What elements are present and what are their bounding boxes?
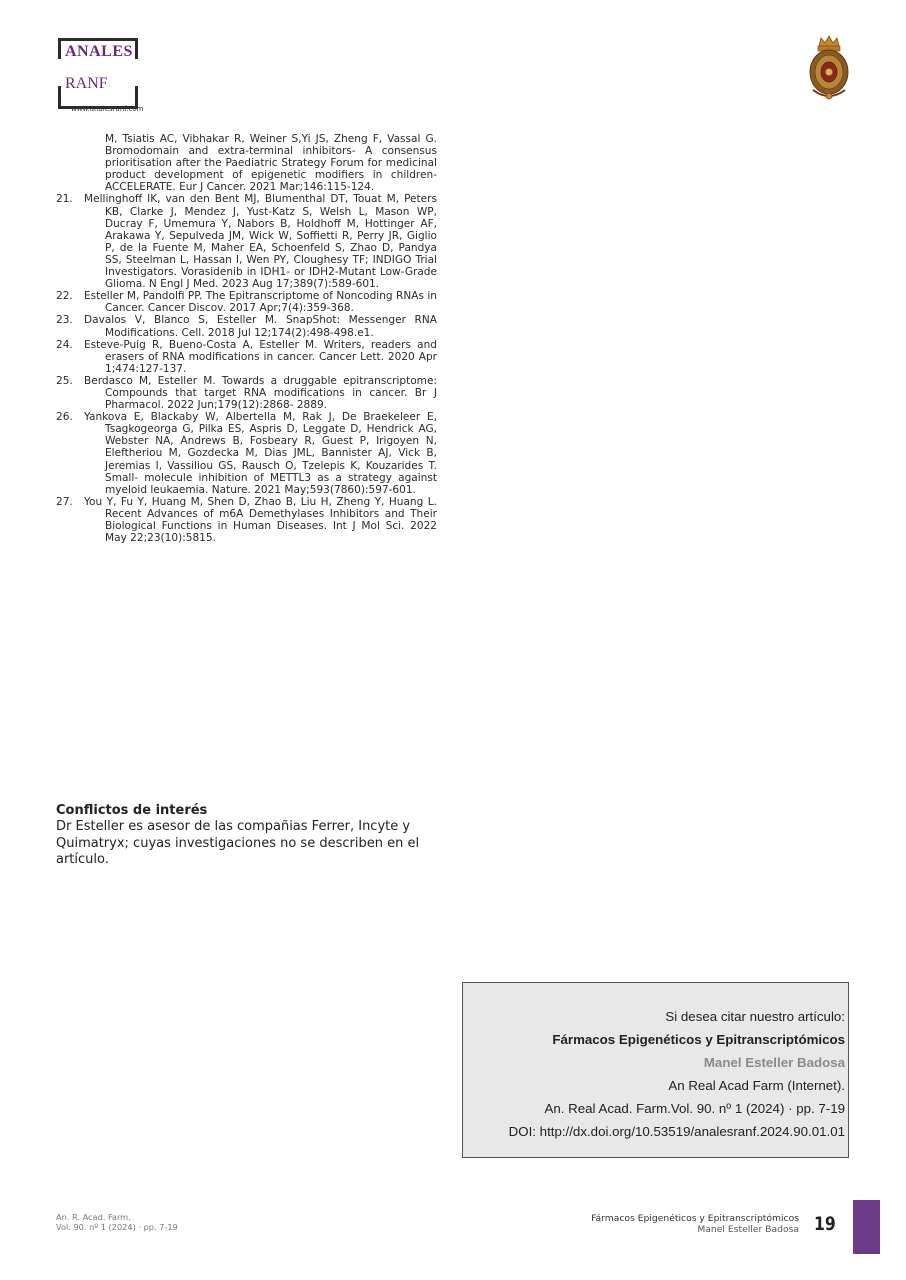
reference-item xyxy=(56,314,437,338)
reference-item xyxy=(56,411,437,496)
academy-crest-icon xyxy=(805,32,853,104)
reference-number: 26. xyxy=(56,411,73,424)
reference-number: 22. xyxy=(56,290,73,303)
conflicts-text: Dr Esteller es asesor de las compañias Ferrer, Incyte y Quimatryx; cuyas investigaciones no se describen en el artículo. xyxy=(56,819,420,868)
page-number: 19 xyxy=(814,1213,836,1235)
logo-url: www.analesranf.com xyxy=(71,105,144,113)
references-list xyxy=(56,133,437,544)
footer-author: Manel Esteller Badosa xyxy=(697,1224,799,1235)
conflicts-heading: Conflictos de interés xyxy=(56,803,208,818)
citation-box xyxy=(462,982,849,1158)
reference-text: Davalos V, Blanco S, Esteller M. SnapShot: Messenger RNA Modifications. Cell. 2018 Jul 12;174(2):498-498.e1. xyxy=(84,314,437,339)
reference-number: 25. xyxy=(56,374,73,387)
citation-author: Manel Esteller Badosa xyxy=(703,1055,845,1070)
reference-number: 23. xyxy=(56,314,73,327)
citation-intro: Si desea citar nuestro artículo: xyxy=(665,1009,845,1024)
reference-item xyxy=(56,339,437,375)
reference-text: Yankova E, Blackaby W, Albertella M, Rak J, De Braekeleer E, Tsagkogeorga G, Pilka ES, Aspris D, Leggate D, Hendrick AG, Webster NA, Andrews B, Fosbeary R, Guest P, Irigoyen N, Eleftheriou M, Gozdecka M, Dias JML, Bannister AJ, Vick B, Jeremias I, Vassiliou GS, Rausch O, Tzelepis K, Kouzarides T. Small- molecule inhibition of METTL3 as a strategy against myeloid leukaemia. Nature. 2021 May;593(7860):597-601. xyxy=(84,411,437,496)
page-edge-tab xyxy=(853,1200,880,1254)
reference-text: You Y, Fu Y, Huang M, Shen D, Zhao B, Liu H, Zheng Y, Huang L. Recent Advances of m6A Demethylases Inhibitors and Their Biological Functions in Human Diseases. Int J Mol Sci. 2022 May 22;23(10):5815. xyxy=(84,495,437,545)
footer-journal-name: An. R. Acad. Farm. xyxy=(56,1212,131,1222)
journal-logo xyxy=(58,38,178,118)
reference-items xyxy=(56,193,437,544)
reference-number: 27. xyxy=(56,495,73,508)
citation-doi: DOI: http://dx.doi.org/10.53519/analesranf.2024.90.01.01 xyxy=(508,1124,845,1139)
reference-number: 21. xyxy=(56,193,73,206)
logo-word-ranf: RANF xyxy=(65,75,108,92)
reference-text: Esteve-Puig R, Bueno-Costa A, Esteller M. Writers, readers and erasers of RNA modifications in cancer. Cancer Lett. 2020 Apr 1;474:127-137. xyxy=(84,338,437,375)
reference-item xyxy=(56,290,437,314)
footer-journal-info xyxy=(56,1212,178,1232)
footer-volume: Vol. 90. nº 1 (2024) · pp. 7-19 xyxy=(56,1222,178,1232)
reference-item xyxy=(56,375,437,411)
reference-item xyxy=(56,193,437,290)
citation-title: Fármacos Epigenéticos y Epitranscriptómicos xyxy=(552,1032,845,1047)
reference-number: 24. xyxy=(56,338,73,351)
reference-continuation: M, Tsiatis AC, Vibhakar R, Weiner S,Yi JS, Zheng F, Vassal G. Bromodomain and extra-terminal inhibitors- A consensus prioritisation after the Paediatric Strategy Forum for medicinal product development of epigenetic modifiers in children-ACCELERATE. Eur J Cancer. 2021 Mar;146:115-124. xyxy=(105,133,437,194)
footer-article-info xyxy=(591,1213,799,1235)
citation-volume: An. Real Acad. Farm.Vol. 90. nº 1 (2024) · pp. 7-19 xyxy=(544,1101,845,1116)
reference-text: Mellinghoff IK, van den Bent MJ, Blumenthal DT, Touat M, Peters KB, Clarke J, Mendez J, Yust-Katz S, Welsh L, Mason WP, Ducray F, Umemura Y, Nabors B, Holdhoff M, Hottinger AF, Arakawa Y, Sepulveda JM, Wick W, Soffietti R, Perry JR, Giglio P, de la Fuente M, Maher EA, Schoenfeld S, Zhao D, Pandya SS, Steelman L, Hassan I, Wen PY, Cloughesy TF; INDIGO Trial Investigators. Vorasidenib in IDH1- or IDH2-Mutant Low-Grade Glioma. N Engl J Med. 2023 Aug 17;389(7):589-601. xyxy=(84,193,437,291)
logo-word-anales: ANALES xyxy=(65,43,133,60)
reference-text: Berdasco M, Esteller M. Towards a druggable epitranscriptome: Compounds that target RNA modifications in cancer. Br J Pharmacol. 2022 Jun;179(12):2868- 2889. xyxy=(84,374,437,412)
reference-item xyxy=(56,496,437,544)
citation-journal: An Real Acad Farm (Internet). xyxy=(668,1078,845,1093)
reference-text: Esteller M, Pandolfi PP. The Epitranscriptome of Noncoding RNAs in Cancer. Cancer Discov. 2017 Apr;7(4):359-368. xyxy=(84,290,437,315)
footer-article-title: Fármacos Epigenéticos y Epitranscriptómicos xyxy=(591,1213,799,1224)
conflicts-section xyxy=(56,803,438,869)
